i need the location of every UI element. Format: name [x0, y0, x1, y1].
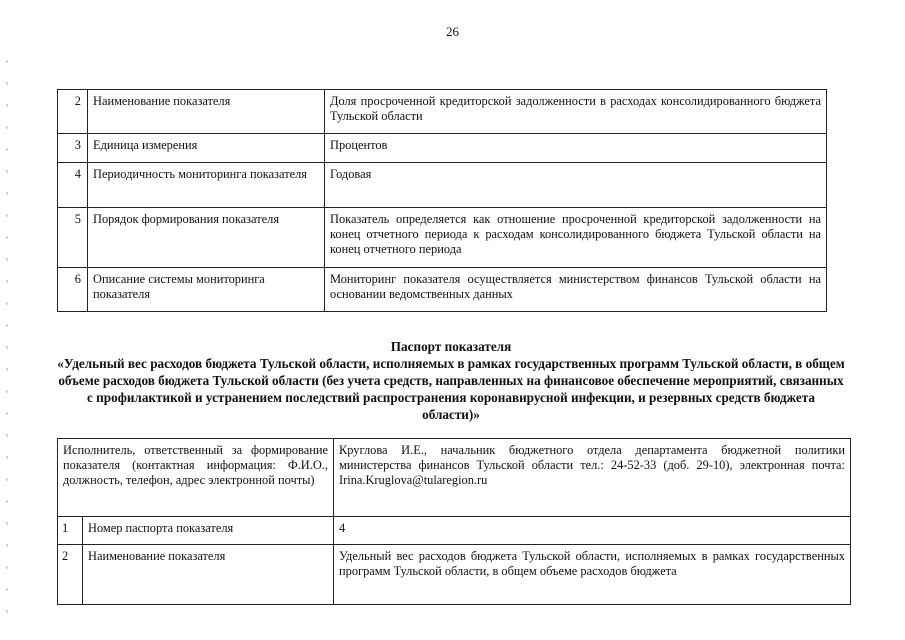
- table-row: [58, 90, 827, 134]
- row-value: Показатель определяется как отношение просроченной кредиторской задолженности на конец отчетного периода к расходам консолидированного бюджета Тульской области на конец отчетного периода: [325, 208, 827, 268]
- passport-header: [57, 338, 845, 423]
- row-value: Доля просроченной кредиторской задолженности в расходах консолидированного бюджета Тульской области: [325, 90, 827, 134]
- table-row: [58, 134, 827, 163]
- scan-edge-marks: [6, 60, 8, 620]
- indicator-table-1: [57, 89, 827, 312]
- row-value: Годовая: [325, 163, 827, 208]
- row-value: Мониторинг показателя осуществляется министерством финансов Тульской области на основании ведомственных данных: [325, 268, 827, 312]
- table-row: [58, 208, 827, 268]
- table-row: [58, 517, 851, 545]
- row-number: 1: [58, 517, 83, 545]
- row-label: Наименование показателя: [88, 90, 325, 134]
- row-label: Номер паспорта показателя: [83, 517, 334, 545]
- row-label: Единица измерения: [88, 134, 325, 163]
- row-number: 5: [58, 208, 88, 268]
- table-row: [58, 163, 827, 208]
- executor-value: Круглова И.Е., начальник бюджетного отдела департамента бюджетной политики министерства финансов Тульской области тел.: 24-52-33 (доб. 29-10), электронная почта: Irina.Kruglova@tularegion.ru: [334, 439, 851, 517]
- row-label: Описание системы мониторинга показателя: [88, 268, 325, 312]
- row-number: 2: [58, 545, 83, 605]
- table-row: [58, 268, 827, 312]
- passport-title: «Удельный вес расходов бюджета Тульской области, исполняемых в рамках государственных программ Тульской области, в общем объеме расходов бюджета Тульской области (без учета средств, направленных на финансовое обеспечение мероприятий, связанных с профилактикой и устранением последствий распространения коронавирусной инфекции, и резервных средств бюджета области)»: [57, 356, 845, 422]
- table-row: [58, 439, 851, 517]
- page-number: 26: [446, 24, 459, 39]
- row-number: 4: [58, 163, 88, 208]
- row-number: 3: [58, 134, 88, 163]
- row-value: Процентов: [325, 134, 827, 163]
- passport-heading: Паспорт показателя: [390, 339, 512, 354]
- row-value: 4: [334, 517, 851, 545]
- row-number: 6: [58, 268, 88, 312]
- table-row: [58, 545, 851, 605]
- row-label: Периодичность мониторинга показателя: [88, 163, 325, 208]
- row-value: Удельный вес расходов бюджета Тульской области, исполняемых в рамках государственных программ Тульской области, в общем объеме расходов бюджета: [334, 545, 851, 605]
- executor-label: Исполнитель, ответственный за формирование показателя (контактная информация: Ф.И.О., должность, телефон, адрес электронной почты): [58, 439, 334, 517]
- row-label: Порядок формирования показателя: [88, 208, 325, 268]
- row-label: Наименование показателя: [83, 545, 334, 605]
- indicator-table-2: [57, 438, 851, 605]
- row-number: 2: [58, 90, 88, 134]
